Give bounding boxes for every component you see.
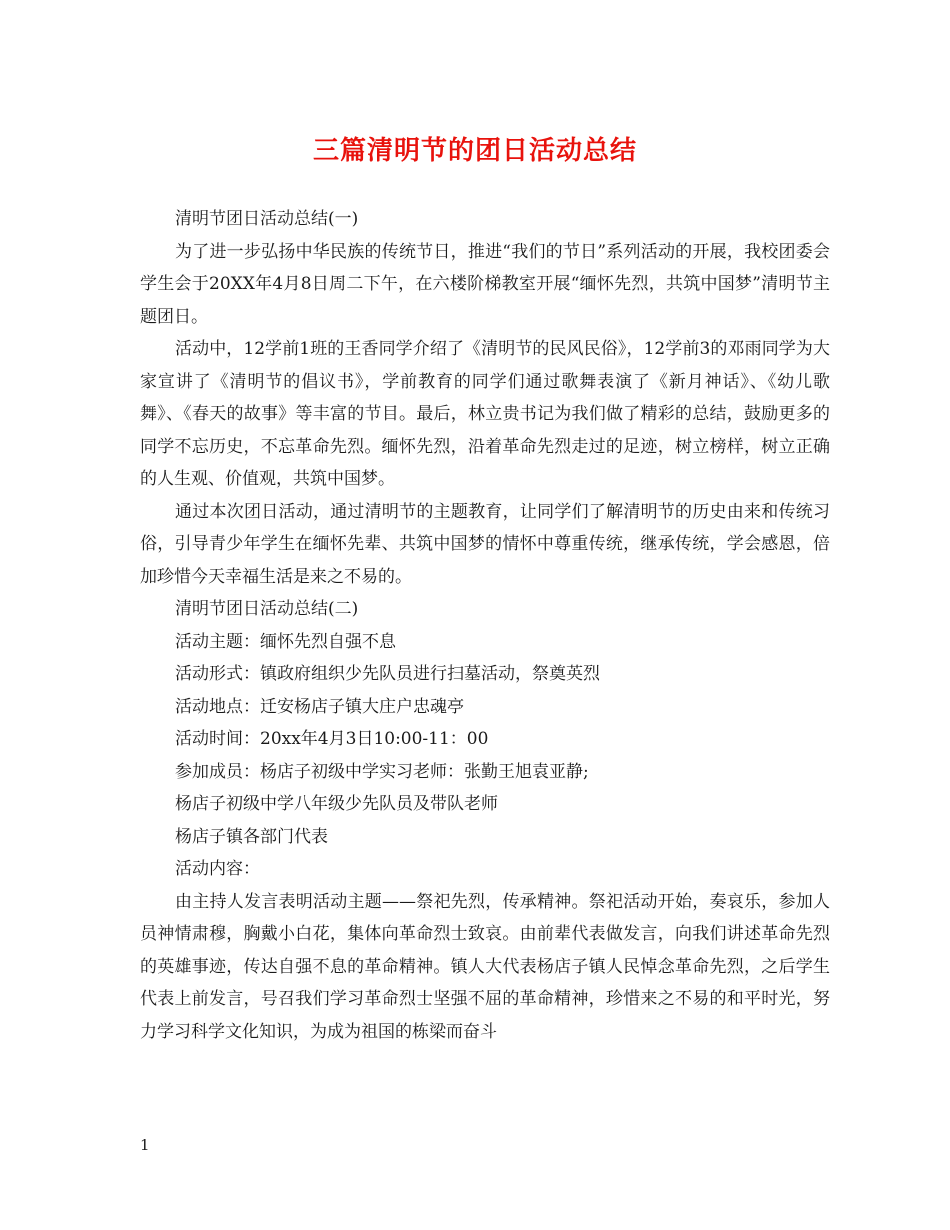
activity-form: 活动形式：镇政府组织少先队员进行扫墓活动，祭奠英烈 [175,664,600,684]
document-title: 三篇清明节的团日活动总结 [312,136,637,166]
body-paragraph: 由主持人发言表明活动主题——祭祀先烈，传承精神。祭祀活动开始，奏哀乐，参加人员神情肃穆，胸戴小白花，集体向革命烈士致哀。由前辈代表做发言，向我们讲述革命先烈的英雄事迹，传达自强不息的革命精神。镇人大代表杨店子镇人民悼念革命先烈，之后学生代表上前发言，号召我们学习革命烈士坚强不屈的革命精神，珍惜来之不易的和平时光，努力学习科学文化知识，为成为祖国的栋梁而奋斗 [140,891,830,1042]
section-heading-2: 清明节团日活动总结(二) [175,599,359,619]
activity-theme: 活动主题：缅怀先烈自强不息 [175,631,396,652]
participants-students: 杨店子初级中学八年级少先队员及带队老师 [175,794,498,814]
page-number: 1 [140,1136,150,1154]
participants-departments: 杨店子镇各部门代表 [175,826,328,847]
body-paragraph: 为了进一步弘扬中华民族的传统节日，推进“我们的节日”系列活动的开展，我校团委会学生会于20XX年4月8日周二下午，在六楼阶梯教室开展“缅怀先烈，共筑中国梦”清明节主题团日。 [140,241,830,327]
section-heading-1: 清明节团日活动总结(一) [175,209,359,229]
activity-location: 活动地点：迁安杨店子镇大庄户忠魂亭 [175,696,464,717]
body-paragraph: 活动中，12学前1班的王香同学介绍了《清明节的民风民俗》，12学前3的邓雨同学为大家宣讲了《清明节的倡议书》，学前教育的同学们通过歌舞表演了《新月神话》、《幼儿歌舞》、《春天的故事》等丰富的节目。最后，林立贵书记为我们做了精彩的总结，鼓励更多的同学不忘历史，不忘革命先烈。缅怀先烈，沿着革命先烈走过的足迹，树立榜样，树立正确的人生观、价值观，共筑中国梦。 [140,339,830,489]
document-body [140,203,830,1048]
body-paragraph: 通过本次团日活动，通过清明节的主题教育，让同学们了解清明节的历史由来和传统习俗，引导青少年学生在缅怀先辈、共筑中国梦的情怀中尊重传统，继承传统，学会感恩，倍加珍惜今天幸福生活是来之不易的。 [140,501,830,587]
activity-content-label: 活动内容： [175,859,260,879]
activity-time: 活动时间：20xx年4月3日10:00-11：00 [175,729,489,749]
participants: 参加成员：杨店子初级中学实习老师：张勤王旭袁亚静; [175,761,589,782]
